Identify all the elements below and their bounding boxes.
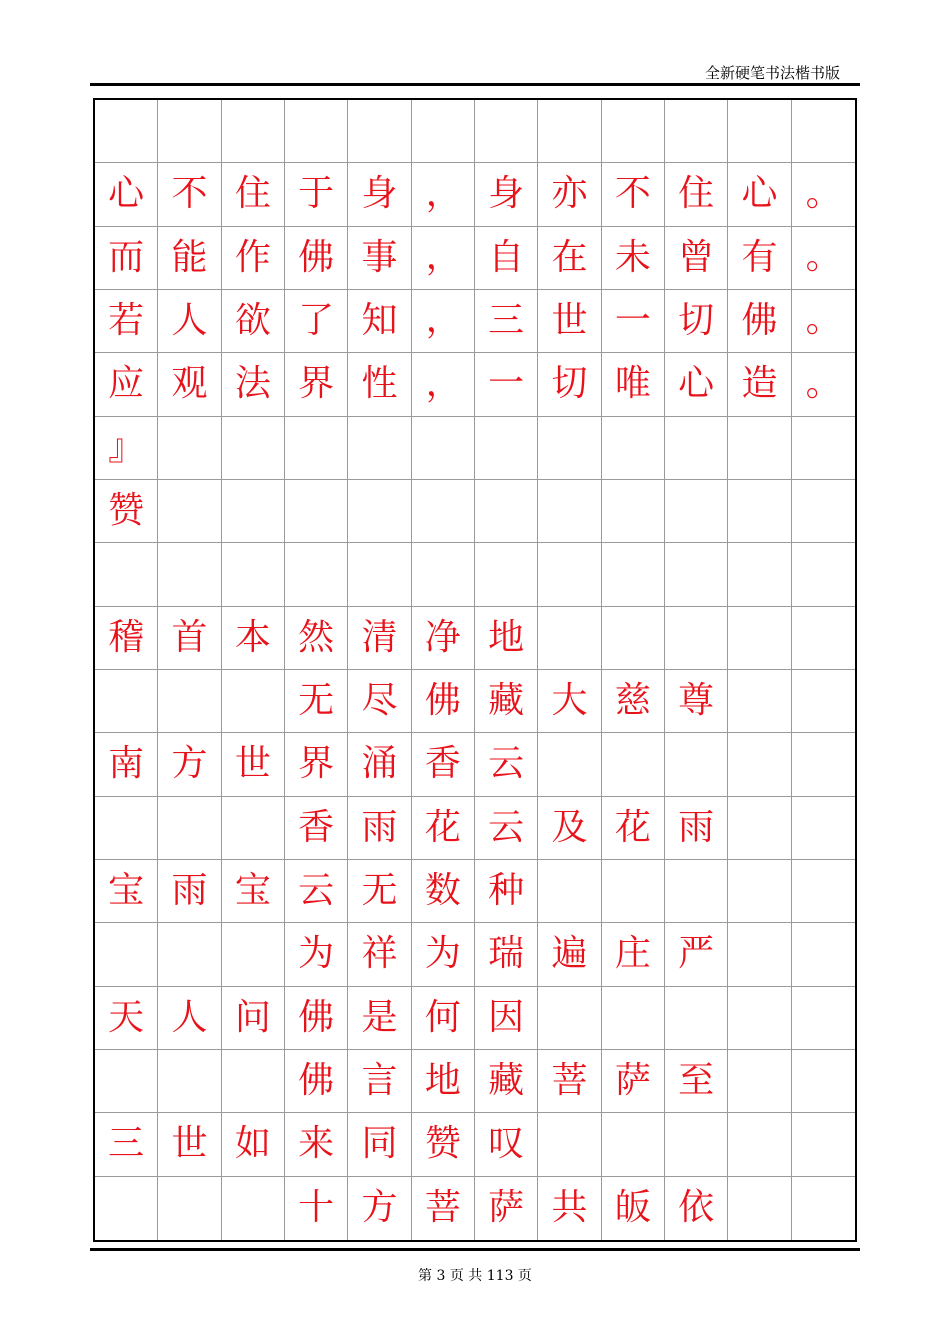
grid-character-cell: 造	[728, 353, 791, 416]
grid-empty-cell	[158, 923, 221, 986]
footer-rule	[90, 1248, 860, 1251]
grid-empty-cell	[475, 480, 538, 543]
calligraphy-practice-grid	[93, 98, 857, 1242]
grid-empty-cell	[475, 417, 538, 480]
grid-empty-cell	[792, 670, 855, 733]
grid-empty-cell	[728, 417, 791, 480]
grid-empty-cell	[602, 417, 665, 480]
grid-character-cell: 雨	[158, 860, 221, 923]
grid-character-cell: 来	[285, 1113, 348, 1176]
grid-empty-cell	[665, 543, 728, 606]
grid-empty-cell	[222, 543, 285, 606]
grid-character-cell: 叹	[475, 1113, 538, 1176]
grid-empty-cell	[728, 1177, 791, 1240]
grid-character-cell: 瑞	[475, 923, 538, 986]
grid-empty-cell	[475, 100, 538, 163]
grid-character-cell: 萨	[475, 1177, 538, 1240]
grid-empty-cell	[665, 417, 728, 480]
grid-empty-cell	[222, 417, 285, 480]
page-header-title: 全新硬笔书法楷书版	[704, 64, 840, 82]
grid-character-cell: 南	[95, 733, 158, 796]
grid-character-cell: 是	[348, 987, 411, 1050]
grid-character-cell: 事	[348, 227, 411, 290]
grid-character-cell: 佛	[285, 987, 348, 1050]
grid-character-cell: ，	[412, 227, 475, 290]
grid-character-cell: 地	[412, 1050, 475, 1113]
grid-empty-cell	[348, 417, 411, 480]
grid-empty-cell	[792, 987, 855, 1050]
grid-character-cell: 共	[538, 1177, 601, 1240]
grid-character-cell: 。	[792, 290, 855, 353]
grid-empty-cell	[222, 797, 285, 860]
grid-character-cell: 至	[665, 1050, 728, 1113]
grid-empty-cell	[792, 733, 855, 796]
grid-empty-cell	[665, 607, 728, 670]
grid-empty-cell	[792, 1050, 855, 1113]
grid-empty-cell	[475, 543, 538, 606]
grid-empty-cell	[158, 480, 221, 543]
grid-character-cell: 作	[222, 227, 285, 290]
grid-character-cell: 何	[412, 987, 475, 1050]
grid-character-cell: 涌	[348, 733, 411, 796]
grid-character-cell: 同	[348, 1113, 411, 1176]
grid-character-cell: 依	[665, 1177, 728, 1240]
grid-character-cell: 唯	[602, 353, 665, 416]
grid-empty-cell	[285, 543, 348, 606]
grid-character-cell: 菩	[538, 1050, 601, 1113]
grid-character-cell: 欲	[222, 290, 285, 353]
grid-character-cell: 稽	[95, 607, 158, 670]
grid-character-cell: 应	[95, 353, 158, 416]
grid-empty-cell	[348, 100, 411, 163]
grid-character-cell: 能	[158, 227, 221, 290]
page-number: 第 3 页 共 113 页	[418, 1268, 532, 1284]
grid-character-cell: 在	[538, 227, 601, 290]
grid-character-cell: 佛	[285, 227, 348, 290]
grid-empty-cell	[728, 1050, 791, 1113]
grid-character-cell: 佛	[285, 1050, 348, 1113]
grid-character-cell: 界	[285, 353, 348, 416]
grid-character-cell: 自	[475, 227, 538, 290]
grid-character-cell: 心	[95, 163, 158, 226]
grid-character-cell: 言	[348, 1050, 411, 1113]
grid-character-cell: 本	[222, 607, 285, 670]
grid-character-cell: 遍	[538, 923, 601, 986]
grid-character-cell: 种	[475, 860, 538, 923]
grid-empty-cell	[95, 670, 158, 733]
grid-empty-cell	[665, 860, 728, 923]
grid-character-cell: 花	[412, 797, 475, 860]
grid-character-cell: 切	[665, 290, 728, 353]
grid-empty-cell	[538, 543, 601, 606]
grid-character-cell: 庄	[602, 923, 665, 986]
grid-empty-cell	[665, 1113, 728, 1176]
grid-character-cell: 世	[538, 290, 601, 353]
grid-character-cell: 未	[602, 227, 665, 290]
grid-character-cell: 云	[475, 797, 538, 860]
grid-character-cell: 心	[728, 163, 791, 226]
grid-character-cell: 藏	[475, 670, 538, 733]
grid-character-cell: 世	[222, 733, 285, 796]
grid-character-cell: 慈	[602, 670, 665, 733]
grid-character-cell: 尽	[348, 670, 411, 733]
grid-character-cell: 观	[158, 353, 221, 416]
grid-empty-cell	[728, 670, 791, 733]
grid-character-cell: 曾	[665, 227, 728, 290]
grid-character-cell: 。	[792, 353, 855, 416]
grid-character-cell: 大	[538, 670, 601, 733]
grid-character-cell: 佛	[412, 670, 475, 733]
grid-character-cell: 地	[475, 607, 538, 670]
grid-empty-cell	[728, 100, 791, 163]
grid-character-cell: 严	[665, 923, 728, 986]
grid-character-cell: ，	[412, 353, 475, 416]
grid-empty-cell	[728, 733, 791, 796]
grid-character-cell: ，	[412, 163, 475, 226]
grid-character-cell: 数	[412, 860, 475, 923]
grid-character-cell: 香	[285, 797, 348, 860]
grid-character-cell: 宝	[222, 860, 285, 923]
grid-character-cell: 三	[95, 1113, 158, 1176]
grid-character-cell: 。	[792, 163, 855, 226]
grid-character-cell: 三	[475, 290, 538, 353]
grid-character-cell: 首	[158, 607, 221, 670]
grid-empty-cell	[95, 1050, 158, 1113]
grid-empty-cell	[602, 543, 665, 606]
grid-empty-cell	[538, 1113, 601, 1176]
grid-empty-cell	[538, 860, 601, 923]
grid-character-cell: 性	[348, 353, 411, 416]
grid-character-cell: 方	[158, 733, 221, 796]
grid-empty-cell	[602, 1113, 665, 1176]
grid-empty-cell	[158, 1050, 221, 1113]
grid-empty-cell	[95, 797, 158, 860]
grid-empty-cell	[728, 1113, 791, 1176]
grid-character-cell: 花	[602, 797, 665, 860]
grid-character-cell: 住	[665, 163, 728, 226]
grid-character-cell: 然	[285, 607, 348, 670]
grid-character-cell: 香	[412, 733, 475, 796]
grid-character-cell: 若	[95, 290, 158, 353]
grid-character-cell: 不	[158, 163, 221, 226]
grid-empty-cell	[222, 1177, 285, 1240]
grid-character-cell: 为	[285, 923, 348, 986]
grid-character-cell: 清	[348, 607, 411, 670]
grid-empty-cell	[348, 480, 411, 543]
grid-empty-cell	[728, 607, 791, 670]
grid-empty-cell	[602, 733, 665, 796]
grid-empty-cell	[665, 100, 728, 163]
grid-empty-cell	[792, 1177, 855, 1240]
grid-empty-cell	[665, 480, 728, 543]
grid-empty-cell	[158, 797, 221, 860]
grid-character-cell: 世	[158, 1113, 221, 1176]
grid-empty-cell	[285, 100, 348, 163]
grid-character-cell: 有	[728, 227, 791, 290]
grid-character-cell: ，	[412, 290, 475, 353]
grid-empty-cell	[538, 987, 601, 1050]
grid-empty-cell	[538, 733, 601, 796]
grid-empty-cell	[602, 100, 665, 163]
grid-empty-cell	[222, 670, 285, 733]
grid-character-cell: 为	[412, 923, 475, 986]
grid-empty-cell	[602, 607, 665, 670]
grid-character-cell: 藏	[475, 1050, 538, 1113]
grid-character-cell: 方	[348, 1177, 411, 1240]
grid-empty-cell	[792, 100, 855, 163]
grid-empty-cell	[792, 1113, 855, 1176]
grid-empty-cell	[222, 923, 285, 986]
grid-empty-cell	[538, 607, 601, 670]
grid-character-cell: 亦	[538, 163, 601, 226]
grid-empty-cell	[412, 480, 475, 543]
grid-empty-cell	[538, 100, 601, 163]
grid-character-cell: 人	[158, 987, 221, 1050]
grid-empty-cell	[792, 797, 855, 860]
grid-empty-cell	[538, 480, 601, 543]
grid-empty-cell	[792, 480, 855, 543]
grid-character-cell: 问	[222, 987, 285, 1050]
grid-character-cell: 祥	[348, 923, 411, 986]
grid-empty-cell	[95, 543, 158, 606]
header-rule	[90, 83, 860, 86]
grid-character-cell: 雨	[665, 797, 728, 860]
grid-empty-cell	[158, 1177, 221, 1240]
grid-empty-cell	[158, 417, 221, 480]
grid-character-cell: 皈	[602, 1177, 665, 1240]
grid-character-cell: 赞	[412, 1113, 475, 1176]
grid-empty-cell	[412, 417, 475, 480]
grid-character-cell: 赞	[95, 480, 158, 543]
grid-empty-cell	[792, 923, 855, 986]
grid-character-cell: 如	[222, 1113, 285, 1176]
grid-empty-cell	[728, 480, 791, 543]
grid-empty-cell	[158, 670, 221, 733]
grid-empty-cell	[728, 860, 791, 923]
grid-empty-cell	[412, 543, 475, 606]
grid-empty-cell	[792, 417, 855, 480]
grid-empty-cell	[602, 987, 665, 1050]
grid-character-cell: 尊	[665, 670, 728, 733]
grid-character-cell: 佛	[728, 290, 791, 353]
grid-character-cell: 心	[665, 353, 728, 416]
grid-character-cell: 因	[475, 987, 538, 1050]
grid-empty-cell	[728, 923, 791, 986]
grid-empty-cell	[95, 1177, 158, 1240]
grid-empty-cell	[665, 987, 728, 1050]
grid-empty-cell	[412, 100, 475, 163]
grid-character-cell: 住	[222, 163, 285, 226]
grid-character-cell: 。	[792, 227, 855, 290]
grid-character-cell: 无	[285, 670, 348, 733]
grid-character-cell: 萨	[602, 1050, 665, 1113]
grid-character-cell: 雨	[348, 797, 411, 860]
grid-empty-cell	[158, 543, 221, 606]
grid-character-cell: 及	[538, 797, 601, 860]
grid-character-cell: 身	[475, 163, 538, 226]
grid-empty-cell	[728, 543, 791, 606]
grid-character-cell: 菩	[412, 1177, 475, 1240]
grid-character-cell: 法	[222, 353, 285, 416]
grid-character-cell: 宝	[95, 860, 158, 923]
grid-empty-cell	[95, 923, 158, 986]
grid-character-cell: 』	[95, 417, 158, 480]
grid-character-cell: 一	[602, 290, 665, 353]
grid-empty-cell	[602, 480, 665, 543]
grid-empty-cell	[222, 480, 285, 543]
grid-character-cell: 人	[158, 290, 221, 353]
grid-empty-cell	[222, 100, 285, 163]
grid-empty-cell	[665, 733, 728, 796]
grid-character-cell: 天	[95, 987, 158, 1050]
grid-empty-cell	[285, 417, 348, 480]
grid-character-cell: 一	[475, 353, 538, 416]
grid-empty-cell	[792, 543, 855, 606]
grid-character-cell: 界	[285, 733, 348, 796]
grid-empty-cell	[602, 860, 665, 923]
grid-empty-cell	[348, 543, 411, 606]
grid-empty-cell	[792, 607, 855, 670]
grid-character-cell: 不	[602, 163, 665, 226]
grid-empty-cell	[95, 100, 158, 163]
grid-empty-cell	[728, 987, 791, 1050]
grid-character-cell: 云	[475, 733, 538, 796]
grid-empty-cell	[792, 860, 855, 923]
grid-empty-cell	[222, 1050, 285, 1113]
grid-empty-cell	[538, 417, 601, 480]
grid-character-cell: 于	[285, 163, 348, 226]
grid-character-cell: 知	[348, 290, 411, 353]
grid-character-cell: 净	[412, 607, 475, 670]
grid-character-cell: 无	[348, 860, 411, 923]
grid-character-cell: 云	[285, 860, 348, 923]
grid-empty-cell	[285, 480, 348, 543]
grid-empty-cell	[158, 100, 221, 163]
grid-character-cell: 了	[285, 290, 348, 353]
grid-empty-cell	[728, 797, 791, 860]
grid-character-cell: 身	[348, 163, 411, 226]
grid-character-cell: 切	[538, 353, 601, 416]
grid-character-cell: 而	[95, 227, 158, 290]
grid-character-cell: 十	[285, 1177, 348, 1240]
